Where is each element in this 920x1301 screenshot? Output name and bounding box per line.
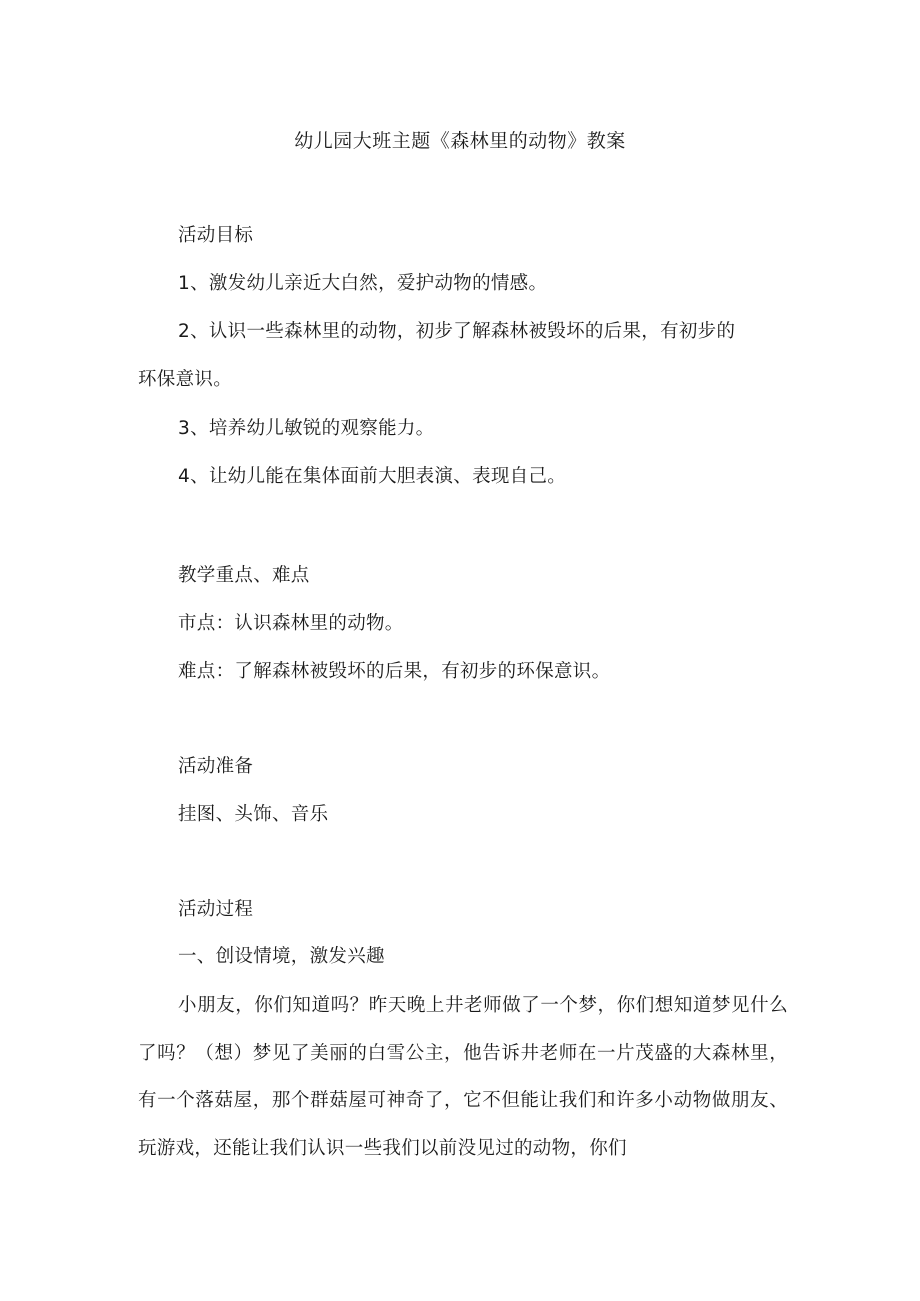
goal-item-2-line-1: 2、认识一些森林里的动物，初步了解森林被毁坏的后果，有初步的 [178, 321, 736, 342]
goal-item-4: 4、让幼儿能在集体面前大胆表演、表现自己。 [178, 466, 567, 487]
process-heading: 活动过程 [178, 899, 254, 920]
goals-heading: 活动目标 [178, 225, 254, 246]
key-points-heading: 教学重点、难点 [178, 565, 310, 586]
preparation-heading: 活动准备 [178, 756, 254, 777]
goal-item-1: 1、激发幼儿亲近大白然，爱护动物的情感。 [178, 273, 548, 294]
process-step-1-heading: 一、创设情境，激发兴趣 [178, 946, 385, 967]
process-step-1-paragraph: 小朋友，你们知道吗？昨天晚上井老师做了一个梦，你们想知道梦见什么了吗？（想）梦见了美丽的白雪公主，他告诉井老师在一片茂盛的大森林里，有一个落菇屋，那个群菇屋可神奇了，它不但能让我们和许多小动物做朋友、玩游戏，还能让我们认识一些我们以前没见过的动物，你们 [138, 995, 788, 1159]
document-title: 幼儿园大班主题《森林里的动物》教案 [294, 130, 626, 152]
preparation-items: 挂图、头饰、音乐 [178, 804, 329, 825]
goal-item-3: 3、培养幼儿敏锐的观察能力。 [178, 418, 435, 439]
goal-item-2-line-2: 环保意识。 [138, 369, 233, 390]
key-point: 市点：认识森林里的动物。 [178, 613, 404, 634]
difficulty-point: 难点：了解森林被毁坏的后果，有初步的环保意识。 [178, 661, 611, 682]
